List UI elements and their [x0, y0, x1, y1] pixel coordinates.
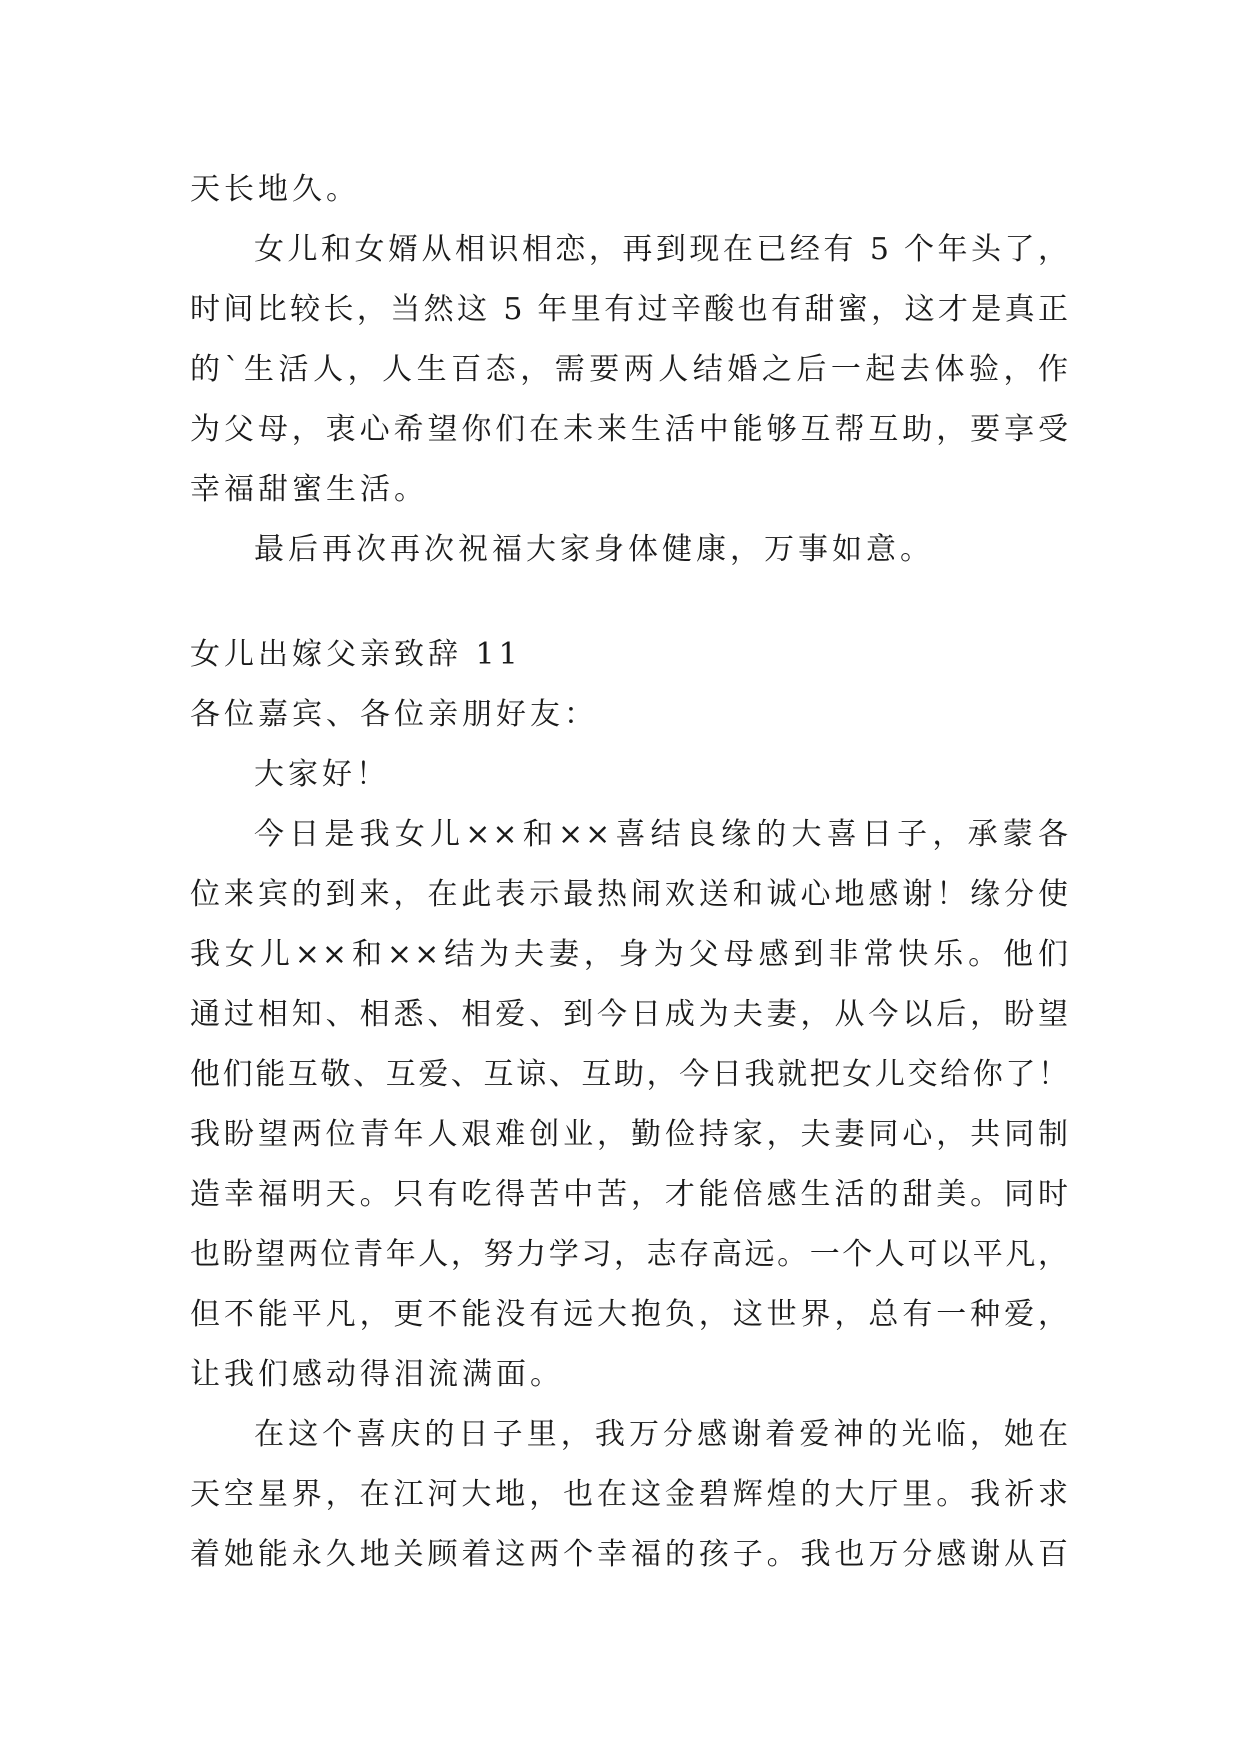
paragraph-line: 我女儿××和××结为夫妻，身为父母感到非常快乐。他们	[190, 937, 1070, 972]
paragraph-line: 他们能互敬、互爱、互谅、互助，今日我就把女儿交给你了！	[190, 1057, 1070, 1092]
section-title: 女儿出嫁父亲致辞 11	[190, 637, 522, 672]
salutation: 各位嘉宾、各位亲朋好友：	[190, 697, 598, 732]
paragraph-line: 的`生活人，人生百态，需要两人结婚之后一起去体验，作	[190, 352, 1070, 387]
paragraph-line: 幸福甜蜜生活。	[190, 472, 428, 507]
paragraph-line: 通过相知、相悉、相爱、到今日成为夫妻，从今以后，盼望	[190, 997, 1070, 1032]
paragraph-line: 女儿和女婿从相识相恋，再到现在已经有 5 个年头了，	[254, 232, 1070, 267]
paragraph-line: 但不能平凡，更不能没有远大抱负，这世界，总有一种爱，	[190, 1297, 1070, 1332]
paragraph-line: 位来宾的到来，在此表示最热闹欢送和诚心地感谢！缘分使	[190, 877, 1070, 912]
paragraph-line: 天长地久。	[190, 172, 360, 207]
paragraph-line: 最后再次再次祝福大家身体健康，万事如意。	[254, 532, 934, 567]
paragraph-line: 时间比较长，当然这 5 年里有过辛酸也有甜蜜，这才是真正	[190, 292, 1070, 327]
paragraph-line: 今日是我女儿××和××喜结良缘的大喜日子，承蒙各	[254, 817, 1070, 852]
greeting: 大家好！	[254, 757, 390, 792]
document-body	[190, 160, 1070, 1585]
section-gap	[190, 580, 1070, 625]
paragraph-line: 在这个喜庆的日子里，我万分感谢着爱神的光临，她在	[254, 1417, 1070, 1452]
paragraph-line: 也盼望两位青年人，努力学习，志存高远。一个人可以平凡，	[190, 1237, 1070, 1272]
paragraph-line: 为父母，衷心希望你们在未来生活中能够互帮互助，要享受	[190, 412, 1070, 447]
paragraph-line: 天空星界，在江河大地，也在这金碧辉煌的大厅里。我祈求	[190, 1477, 1070, 1512]
paragraph-line: 着她能永久地关顾着这两个幸福的孩子。我也万分感谢从百	[190, 1537, 1070, 1572]
paragraph-line: 让我们感动得泪流满面。	[190, 1357, 564, 1392]
paragraph-line: 我盼望两位青年人艰难创业，勤俭持家，夫妻同心，共同制	[190, 1117, 1070, 1152]
paragraph-line: 造幸福明天。只有吃得苦中苦，才能倍感生活的甜美。同时	[190, 1177, 1070, 1212]
